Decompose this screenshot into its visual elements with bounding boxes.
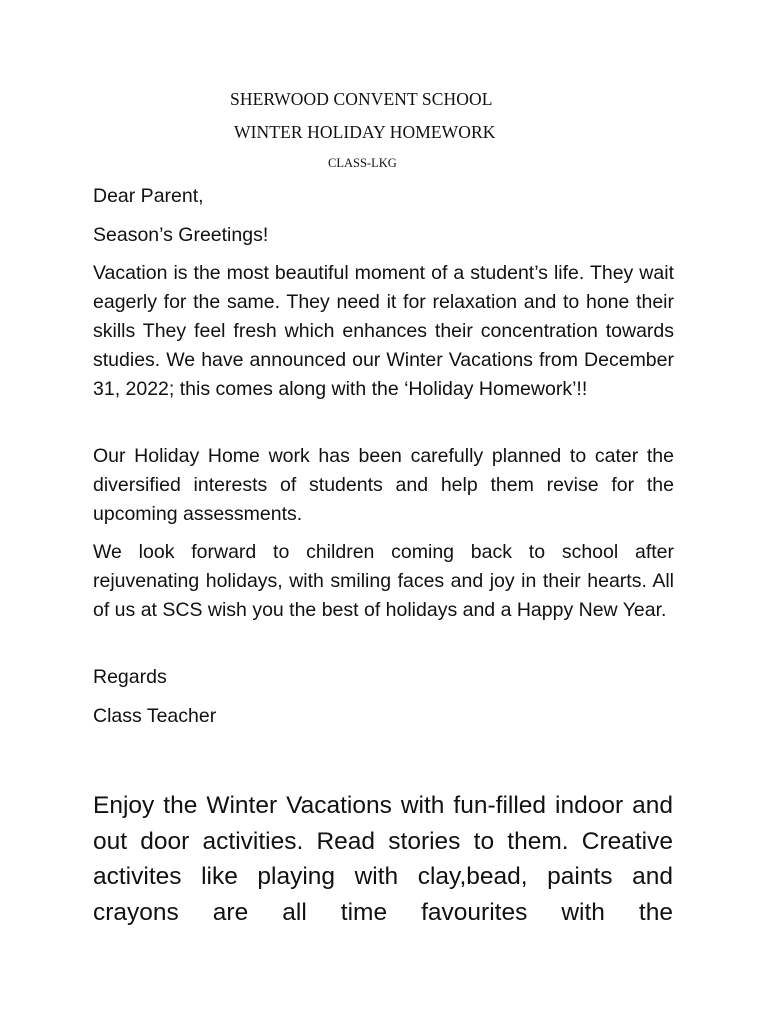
school-name: SHERWOOD CONVENT SCHOOL [230, 89, 493, 109]
paragraph-vacation: Vacation is the most beautiful moment of a student’s life. They wait eagerly for the same. They need it for relaxation and to hone their skills They feel fresh which enhances their concentration towards studies. We have announced our Winter Vacations from December 31, 2022; this comes along with the ‘Holiday Homework’!! [93, 262, 674, 400]
closing: Regards [93, 666, 167, 688]
activities-paragraph: Enjoy the Winter Vacations with fun-filled indoor and out door activities. Read stories to them. Creative activites like playing with clay,bead, paints and crayons are all time favourites with the [93, 792, 673, 926]
document-title: WINTER HOLIDAY HOMEWORK [234, 122, 496, 142]
paragraph-forward: We look forward to children coming back to school after rejuvenating holidays, with smiling faces and joy in their hearts. All of us at SCS wish you the best of holidays and a Happy New Year. [93, 541, 674, 621]
paragraph-homework: Our Holiday Home work has been carefully planned to cater the diversified interests of students and help them revise for the upcoming assessments. [93, 445, 674, 525]
greeting: Season’s Greetings! [93, 224, 269, 246]
signature: Class Teacher [93, 705, 217, 727]
salutation: Dear Parent, [93, 185, 204, 207]
class-label: CLASS-LKG [328, 156, 397, 170]
